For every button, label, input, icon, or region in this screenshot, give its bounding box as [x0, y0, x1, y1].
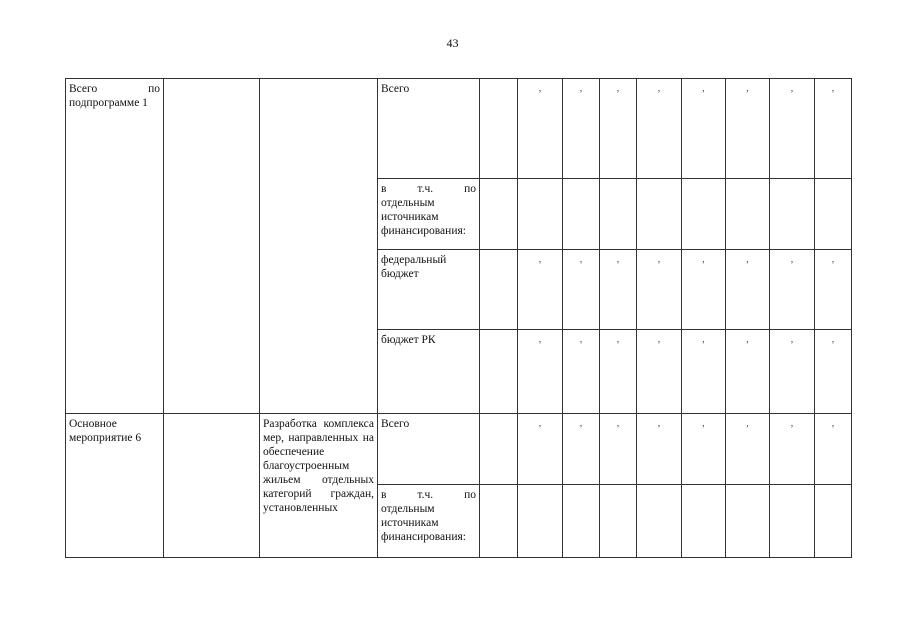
value-cell [637, 179, 682, 250]
program-name-line: подпрограмме 1 [69, 97, 148, 109]
value-cell [637, 485, 682, 558]
executor-cell [164, 414, 260, 558]
value-cell: , [815, 250, 852, 330]
source-label [378, 485, 480, 558]
label-word: по [148, 83, 160, 95]
source-label [378, 179, 480, 250]
value-cell: , [600, 79, 637, 179]
value-cell: , [637, 414, 682, 485]
value-cell [518, 179, 563, 250]
value-cell: , [815, 330, 852, 414]
label-word: т.ч. [417, 489, 434, 501]
table-row [66, 79, 852, 179]
value-cell: , [518, 250, 563, 330]
value-cell: , [770, 79, 815, 179]
value-cell: , [637, 250, 682, 330]
value-cell [480, 414, 518, 485]
value-cell: , [600, 414, 637, 485]
activity-cell [260, 79, 378, 414]
value-cell: , [726, 330, 770, 414]
value-cell [480, 179, 518, 250]
source-label-line [381, 488, 476, 502]
source-label: Всего [378, 79, 480, 179]
value-cell: , [726, 79, 770, 179]
value-cell: , [726, 250, 770, 330]
value-cell: , [726, 414, 770, 485]
source-label-line: источникам [381, 517, 439, 529]
value-cell [480, 330, 518, 414]
value-cell [563, 179, 600, 250]
value-cell: , [600, 250, 637, 330]
label-word: Всего [69, 83, 98, 95]
value-cell: , [815, 79, 852, 179]
table-row [66, 414, 852, 485]
source-label-line [381, 182, 476, 196]
value-cell [726, 179, 770, 250]
label-word: по [464, 489, 476, 501]
value-cell: , [770, 250, 815, 330]
value-cell [563, 485, 600, 558]
program-name-cell: Основное мероприятие 6 [66, 414, 164, 558]
value-cell: , [770, 330, 815, 414]
value-cell [480, 485, 518, 558]
value-cell: , [518, 330, 563, 414]
value-cell: , [682, 250, 726, 330]
source-label-line: финансирования: [381, 531, 466, 543]
value-cell: , [563, 330, 600, 414]
label-word: т.ч. [417, 183, 434, 195]
budget-table [65, 78, 852, 558]
value-cell: , [563, 79, 600, 179]
source-label: Всего [378, 414, 480, 485]
value-cell [518, 485, 563, 558]
value-cell [770, 179, 815, 250]
value-cell [770, 485, 815, 558]
value-cell: , [682, 414, 726, 485]
value-cell [726, 485, 770, 558]
label-word: по [464, 183, 476, 195]
value-cell: , [563, 250, 600, 330]
value-cell: , [563, 414, 600, 485]
value-cell: , [637, 79, 682, 179]
source-label-line: отдельным [381, 197, 435, 209]
source-label-line: финансирования: [381, 225, 466, 237]
value-cell [682, 179, 726, 250]
value-cell: , [815, 414, 852, 485]
value-cell: , [600, 330, 637, 414]
value-cell: , [770, 414, 815, 485]
source-label: федеральный бюджет [378, 250, 480, 330]
activity-cell: Разработка комплекса мер, направленных на обеспечение благоустроенным жильем отдельных категорий граждан, установленных [260, 414, 378, 558]
value-cell: , [637, 330, 682, 414]
executor-cell [164, 79, 260, 414]
value-cell: , [518, 79, 563, 179]
label-word: в [381, 489, 387, 501]
value-cell [600, 179, 637, 250]
value-cell [682, 485, 726, 558]
value-cell: , [682, 79, 726, 179]
value-cell: , [518, 414, 563, 485]
source-label-line: источникам [381, 211, 439, 223]
value-cell [480, 250, 518, 330]
value-cell [815, 485, 852, 558]
source-label: бюджет РК [378, 330, 480, 414]
label-word: в [381, 183, 387, 195]
value-cell: , [682, 330, 726, 414]
value-cell [815, 179, 852, 250]
source-label-line: отдельным [381, 503, 435, 515]
page-number: 43 [446, 36, 459, 50]
program-name-cell [66, 79, 164, 414]
value-cell [480, 79, 518, 179]
value-cell [600, 485, 637, 558]
